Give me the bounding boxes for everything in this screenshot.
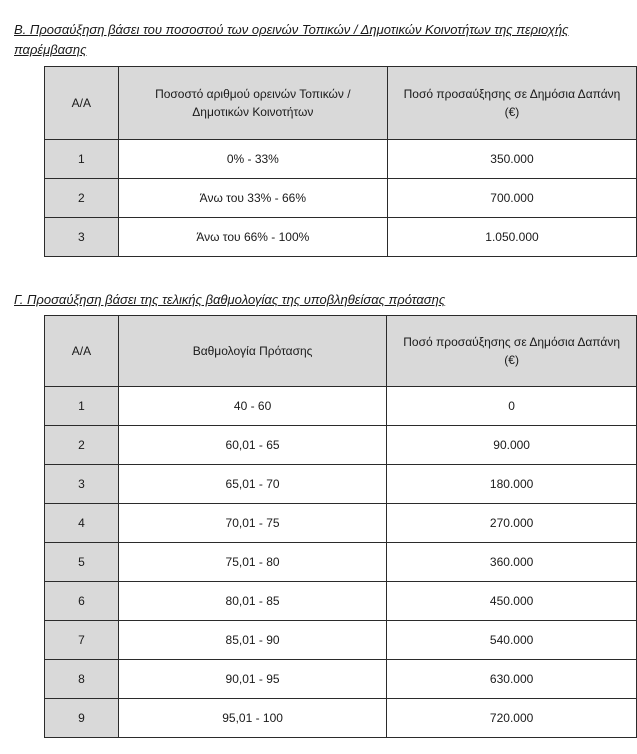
increase-amount: 450.000: [387, 582, 637, 621]
row-number: 4: [45, 504, 119, 543]
increase-amount: 0: [387, 387, 637, 426]
percentage-range: 0% - 33%: [118, 140, 387, 179]
score-range: 65,01 - 70: [118, 465, 386, 504]
table-row: [45, 387, 637, 426]
row-number: 5: [45, 543, 119, 582]
row-number: 1: [45, 140, 119, 179]
column-header-amount: Ποσό προσαύξησης σε Δημόσια Δαπάνη (€): [387, 316, 637, 387]
increase-amount: 90.000: [387, 426, 637, 465]
column-header-amount: Ποσό προσαύξησης σε Δημόσια Δαπάνη (€): [387, 67, 636, 140]
score-range: 60,01 - 65: [118, 426, 386, 465]
row-number: 1: [45, 387, 119, 426]
table-row: [45, 543, 637, 582]
table-header-row: [45, 316, 637, 387]
section-b-title: Β. Προσαύξηση βάσει του ποσοστού των ορεινών Τοπικών / Δημοτικών Κοινοτήτων της περιοχής παρέμβασης: [14, 22, 569, 57]
increase-amount: 540.000: [387, 621, 637, 660]
row-number: 8: [45, 660, 119, 699]
score-range: 95,01 - 100: [118, 699, 386, 738]
table-header-row: [45, 67, 637, 140]
table-row: [45, 140, 637, 179]
table-row: [45, 426, 637, 465]
score-range: 70,01 - 75: [118, 504, 386, 543]
table-row: [45, 699, 637, 738]
increase-amount: 350.000: [387, 140, 636, 179]
section-b-table: [44, 66, 637, 257]
table-row: [45, 179, 637, 218]
row-number: 2: [45, 179, 119, 218]
section-c-title: Γ. Προσαύξηση βάσει της τελικής βαθμολογίας της υποβληθείσας πρότασης: [14, 292, 446, 307]
increase-amount: 180.000: [387, 465, 637, 504]
increase-amount: 360.000: [387, 543, 637, 582]
increase-amount: 1.050.000: [387, 218, 636, 257]
score-range: 85,01 - 90: [118, 621, 386, 660]
increase-amount: 720.000: [387, 699, 637, 738]
row-number: 7: [45, 621, 119, 660]
score-range: 75,01 - 80: [118, 543, 386, 582]
section-c-table: [44, 315, 637, 738]
row-number: 6: [45, 582, 119, 621]
increase-amount: 270.000: [387, 504, 637, 543]
score-range: 40 - 60: [118, 387, 386, 426]
row-number: 9: [45, 699, 119, 738]
row-number: 3: [45, 465, 119, 504]
percentage-range: Άνω του 33% - 66%: [118, 179, 387, 218]
column-header-aa: Α/Α: [45, 67, 119, 140]
row-number: 3: [45, 218, 119, 257]
table-row: [45, 218, 637, 257]
table-row: [45, 660, 637, 699]
column-header-score: Βαθμολογία Πρότασης: [118, 316, 386, 387]
table-row: [45, 621, 637, 660]
increase-amount: 700.000: [387, 179, 636, 218]
increase-amount: 630.000: [387, 660, 637, 699]
table-row: [45, 582, 637, 621]
row-number: 2: [45, 426, 119, 465]
score-range: 90,01 - 95: [118, 660, 386, 699]
table-row: [45, 504, 637, 543]
score-range: 80,01 - 85: [118, 582, 386, 621]
column-header-aa: Α/Α: [45, 316, 119, 387]
percentage-range: Άνω του 66% - 100%: [118, 218, 387, 257]
column-header-percentage: Ποσοστό αριθμού ορεινών Τοπικών / Δημοτικών Κοινοτήτων: [118, 67, 387, 140]
table-row: [45, 465, 637, 504]
